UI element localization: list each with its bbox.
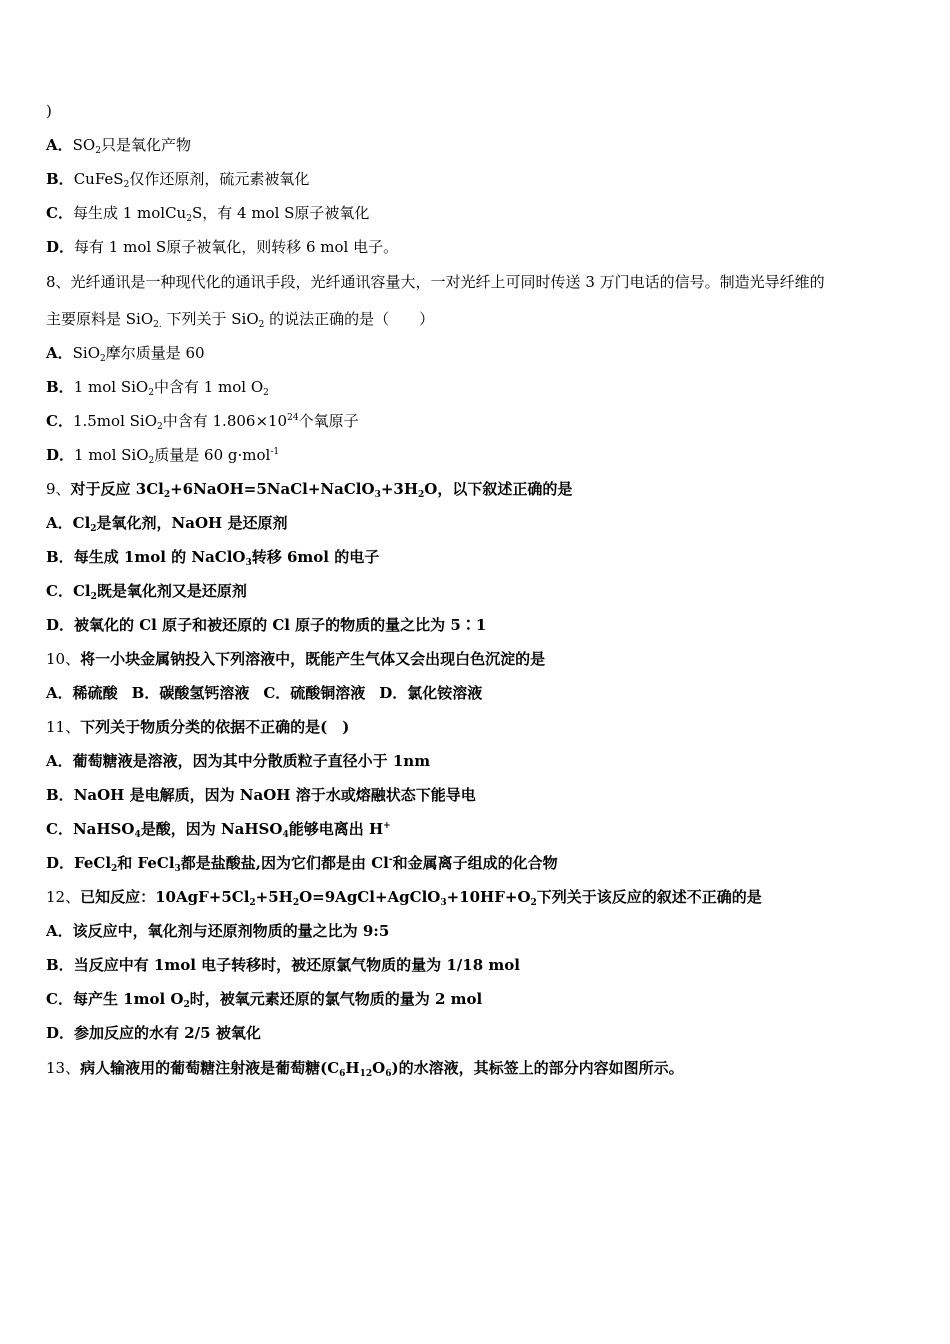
q12-option-d: D．参加反应的水有 2/5 被氧化: [46, 1024, 261, 1042]
q8-option-d: D．1 mol SiO$_2$质量是 60 g·mol$^{-1}$: [46, 446, 280, 466]
q10-option-c: C．硫酸铜溶液: [263, 684, 366, 702]
q12-option-b: B．当反应中有 1mol 电子转移时，被还原氯气物质的量为 1/18 mol: [46, 956, 520, 974]
q11-option-c: C．NaHSO$_4$是酸，因为 NaHSO$_4$能够电离出 H+: [46, 820, 391, 840]
q8-stem-line1: 8、光纤通讯是一种现代化的通讯手段，光纤通讯容量大，一对光纤上可同时传送 3 万门电话的信号。制造光导纤维的: [46, 273, 825, 291]
q7-option-b: B．CuFeS$_2$仅作还原剂，硫元素被氧化: [46, 170, 310, 190]
q12-stem: 12、已知反应：$10AgF+5Cl_2+5H_2O=9AgCl+AgClO_3+10HF+O_2$下列关于该反应的叙述不正确的是: [46, 888, 762, 908]
q7-tail: ): [46, 102, 52, 120]
q11-option-a: A．葡萄糖液是溶液，因为其中分散质粒子直径小于 1nm: [46, 752, 431, 770]
q8-stem-line2: 主要原料是 SiO$_{2.}$ 下列关于 SiO$_2$ 的说法正确的是（ ）: [46, 310, 435, 330]
q8-option-a: A．SiO$_2$摩尔质量是 60: [46, 344, 205, 364]
q7-option-c: C．每生成 1 molCu$_2$S，有 4 mol S原子被氧化: [46, 204, 370, 224]
q10-option-a: A．稀硫酸: [46, 684, 118, 702]
q10-stem: 10、将一小块金属钠投入下列溶液中，既能产生气体又会出现白色沉淀的是: [46, 650, 546, 668]
q9-stem: 9、对于反应 $3Cl_2+6NaOH=5NaCl+NaClO_3+3H_2O$，以下叙述正确的是: [46, 480, 573, 500]
q11-option-d: D．FeCl$_2$和 FeCl$_3$都是盐酸盐,因为它们都是由 Cl-和金属离子组成的化合物: [46, 854, 558, 874]
q10-option-b: B．碳酸氢钙溶液: [131, 684, 250, 702]
q9-option-a: A．$Cl_2$是氧化剂，NaOH 是还原剂: [46, 514, 288, 534]
q9-option-d: D．被氧化的 Cl 原子和被还原的 Cl 原子的物质的量之比为 5∶1: [46, 616, 487, 634]
q8-option-c: C．1.5mol SiO$_2$中含有 $1.806\times 10^{24}$个氧原子: [46, 412, 359, 432]
q12-option-c: C．每产生 1mol $O_2$时，被氧元素还原的氯气物质的量为 2 mol: [46, 990, 483, 1010]
q7-option-d: D．每有 1 mol S原子被氧化，则转移 6 mol 电子。: [46, 238, 399, 256]
q8-option-b: B．1 mol SiO$_2$中含有 1 mol $O_2$: [46, 378, 269, 398]
q9-option-c: C．$Cl_2$既是氧化剂又是还原剂: [46, 582, 247, 602]
q11-option-b: B．NaOH 是电解质，因为 NaOH 溶于水或熔融状态下能导电: [46, 786, 476, 804]
q13-stem: 13、病人输液用的葡萄糖注射液是葡萄糖$(C_6H_{12}O_6)$的水溶液，其标签上的部分内容如图所示。: [46, 1059, 684, 1079]
q11-stem: 11、下列关于物质分类的依据不正确的是( ): [46, 718, 350, 736]
q10-options: [46, 683, 482, 703]
q7-option-a: A．$SO_2$只是氧化产物: [46, 136, 191, 156]
q9-option-b: B．每生成 1mol 的 NaClO$_3$转移 6mol 的电子: [46, 548, 380, 568]
q12-option-a: A．该反应中，氧化剂与还原剂物质的量之比为 9:5: [46, 922, 390, 940]
q10-option-d: D．氯化铵溶液: [379, 684, 483, 702]
